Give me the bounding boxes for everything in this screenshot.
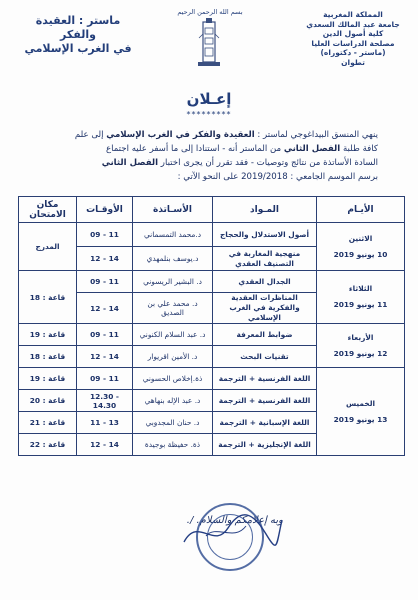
header-line: المملكة المغربية [323, 10, 383, 19]
header-room: مكان الامتحان [19, 197, 77, 223]
professor-cell: ذة. حفيظة بوجيدة [133, 434, 213, 456]
intro-text: إلى علم [74, 130, 107, 140]
subject-cell: المناظرات العقدية والفكرية في الغرب الإسلامي [213, 293, 317, 324]
intro-line [16, 128, 378, 142]
university-logo-icon [196, 18, 222, 68]
table-row [19, 223, 405, 247]
professor-cell: د. البشير الريسوني [133, 271, 213, 293]
day-name: الخميس [345, 398, 376, 408]
day-name: الاثنين [348, 233, 373, 243]
day-cell [317, 324, 405, 368]
intro-text: كافة طلبة [340, 144, 378, 154]
intro-line [16, 156, 378, 170]
closing-remark: وبه إعلامكم والسلام. /. [186, 515, 283, 526]
time-cell: 12.30 - 14.30 [77, 390, 133, 412]
signature-icon [176, 506, 286, 556]
professor-cell: ذة.إخلاص الحسوني [133, 368, 213, 390]
subject-cell: اللغة الإنجليزية + الترجمة [213, 434, 317, 456]
day-cell [317, 368, 405, 456]
program-line: في الغرب الإسلامي [24, 42, 132, 55]
institution-header [298, 10, 408, 67]
semester-name: الفصل الثاني [283, 144, 341, 154]
room-cell: قاعة : 22 [19, 434, 77, 456]
intro-line: برسم الموسم الجامعي : 2019/2018 على النحو الآتي : [177, 172, 378, 182]
intro-text: السادة الأساتذة من نتائج وتوصيات - فقد تقرر أن يجرى اختبار [158, 158, 378, 168]
header-line: (ماستر - دكتوراه) [320, 48, 386, 57]
subject-cell: اللغة الفرنسية + الترجمة [213, 390, 317, 412]
time-cell: 11 - 13 [77, 412, 133, 434]
semester-name: الفصل الثاني [101, 158, 159, 168]
room-cell: قاعة : 20 [19, 390, 77, 412]
table-row [19, 324, 405, 346]
header-line: جامعة عبد المالك السعدي [306, 19, 400, 29]
intro-text: ينهي المنسق البيداغوجي لماستر : [254, 130, 378, 140]
subject-cell: اللغة الإسبانية + الترجمة [213, 412, 317, 434]
header-professor: الأسـاتذة [133, 197, 213, 223]
day-cell [317, 223, 405, 271]
subject-cell: منهجية المغاربة في التصنيف العقدي [213, 247, 317, 271]
professor-cell: د.يوسف بنلمهدي [133, 247, 213, 271]
room-cell: قاعة : 18 [19, 346, 77, 368]
time-cell: 09 - 11 [77, 368, 133, 390]
title-ornament: ********* [186, 110, 232, 119]
table-header-row [19, 197, 405, 223]
intro-line [16, 142, 378, 156]
professor-cell: د.محمد التمسماني [133, 223, 213, 247]
master-program-header [18, 14, 138, 56]
professor-cell: د. عبد السلام الكنوني [133, 324, 213, 346]
table-row [19, 271, 405, 293]
time-cell: 12 - 14 [77, 247, 133, 271]
room-cell: المدرج [19, 223, 77, 271]
professor-cell: د. الأمين اقريوار [133, 346, 213, 368]
master-name: العقيدة والفكر في الغرب الإسلامي [106, 130, 255, 140]
subject-cell: ضوابط المعرفة [213, 324, 317, 346]
intro-text: من الماستر أنه - استنادا إلى ما أسفر عليه اجتماع [105, 144, 284, 154]
day-date: 10 يونيو 2019 [333, 249, 388, 259]
room-cell: قاعة : 21 [19, 412, 77, 434]
header-day: الأيـام [317, 197, 405, 223]
professor-cell: د. محمد علي بن الصديق [133, 293, 213, 324]
intro-paragraph [16, 128, 378, 184]
header-line: مصلحة الدراسات العليا [311, 38, 395, 48]
day-cell [317, 271, 405, 324]
exam-schedule-table [18, 196, 405, 456]
program-line: ماستر : العقيدة والفكر [35, 14, 121, 41]
day-name: الأربعاء [347, 332, 374, 342]
room-cell: قاعة : 19 [19, 368, 77, 390]
subject-cell: اللغة الفرنسية + الترجمة [213, 368, 317, 390]
professor-cell: د. حنان المجدوبي [133, 412, 213, 434]
room-cell: قاعة : 18 [19, 271, 77, 324]
time-cell: 09 - 11 [77, 223, 133, 247]
day-date: 13 يونيو 2019 [333, 414, 388, 424]
subject-cell: الجدال العقدي [213, 271, 317, 293]
header-line: تطوان [341, 57, 365, 67]
header-time: الأوقـات [77, 197, 133, 223]
time-cell: 12 - 14 [77, 293, 133, 324]
time-cell: 09 - 11 [77, 271, 133, 293]
room-cell: قاعة : 19 [19, 324, 77, 346]
table-row [19, 368, 405, 390]
header-subject: المـواد [213, 197, 317, 223]
subject-cell: أصول الاستدلال والحجاج [213, 223, 317, 247]
time-cell: 09 - 11 [77, 324, 133, 346]
subject-cell: تقنيات البحث [213, 346, 317, 368]
day-name: الثلاثاء [348, 284, 373, 293]
day-date: 11 يونيو 2019 [333, 300, 388, 309]
time-cell: 12 - 14 [77, 434, 133, 456]
time-cell: 12 - 14 [77, 346, 133, 368]
page-title: إعـلان [186, 90, 232, 108]
professor-cell: د. عبد الإله بنهاهي [133, 390, 213, 412]
basmala: بسم الله الرحمن الرحيم [177, 8, 243, 16]
header-line: كلية أصول الدين [322, 29, 384, 38]
day-date: 12 يونيو 2019 [333, 348, 388, 358]
